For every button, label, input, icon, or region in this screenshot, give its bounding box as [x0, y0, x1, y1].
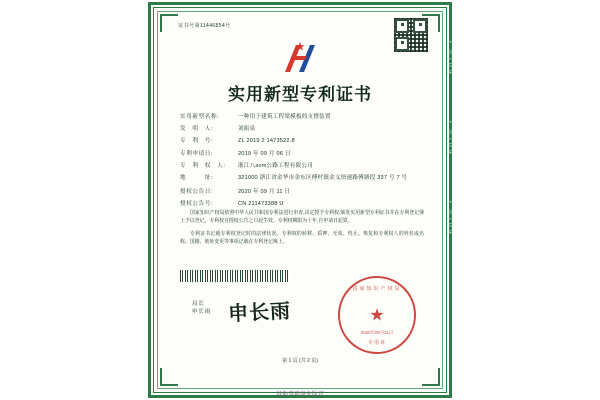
field-label: 地 址:: [180, 175, 214, 182]
watermark-text: CNIPA: [445, 200, 455, 237]
signature-name: 申长雨: [192, 309, 212, 316]
field-value: 2020 年 09 月 11 日: [238, 188, 291, 195]
field-value: 2019 年 09 月 06 日: [238, 151, 291, 158]
field-value: 321000 浙江省金华市金东区傅村镇金义快速路傅塘段 337 号 7 号: [238, 175, 408, 182]
legal-paragraph: 专利证书记载专利权登记时的法律状况。专利权的转移、质押、无效、终止、恢复和专利权人的姓名或名称、国籍、地址变更等事项记载在专利登记簿上。: [180, 231, 424, 245]
seal-text-top: 国家知识产权局: [352, 286, 402, 292]
field-value: 一种用于建筑工程梁模板的支撑装置: [238, 114, 331, 120]
field-row-address: [180, 174, 424, 183]
cnipa-emblem-icon: [277, 42, 323, 74]
field-label: 授权公告日:: [180, 188, 214, 195]
legal-paragraph: 国家知识产权局依照中华人民共和国专利法进行审查,决定授予专利权,颁发实用新型专利证书并在专利登记簿上予以登记。专利权自授权公告之日起生效。专利权期限为十年,自申请日起算。: [180, 211, 424, 224]
field-label: 专 利 号:: [180, 137, 214, 144]
certificate-fields: [180, 113, 424, 211]
page-title: 实用新型专利证书: [228, 85, 372, 105]
seal-text-bottom: 专用章: [367, 340, 386, 346]
signature-title: 局长: [192, 301, 205, 307]
watermark-text: CNIPA: [445, 40, 455, 77]
field-label: 实用新型名称:: [180, 114, 220, 120]
field-label: 专 利 权 人:: [180, 163, 226, 170]
certificate-content: [166, 18, 434, 382]
field-label: 授权公告号:: [180, 200, 214, 207]
qr-eye-top-left: [395, 19, 409, 33]
barcode: [180, 270, 290, 282]
field-row-utility-model-name: [180, 113, 424, 122]
field-row-grant-publication-number: [180, 200, 424, 209]
field-row-inventor: [180, 125, 424, 134]
field-row-application-date: [180, 150, 424, 159]
bottom-caption: 基地事项条免版官: [275, 392, 324, 398]
official-seal: [338, 276, 416, 354]
qr-eye-bottom-left: [395, 37, 409, 51]
signature-block: [192, 300, 211, 317]
field-row-patentee: [180, 162, 424, 171]
qr-eye-top-right: [413, 19, 427, 33]
field-value: CN 211473388 U: [238, 200, 284, 207]
page-indicator: 第 1 页 (共 2 页): [282, 358, 318, 364]
field-value: 刘振泉: [238, 125, 256, 132]
certificate-sheet: [148, 2, 455, 398]
field-value: 浙江八som公路工程有限公司: [238, 163, 313, 170]
seal-date: 2020年09月11日: [360, 330, 394, 335]
field-label: 专利申请日:: [180, 151, 214, 158]
field-label: 发 明 人:: [180, 125, 214, 132]
certificate-number: 证书号第11446854号: [178, 23, 231, 29]
watermark-text: CNIPA: [445, 120, 455, 157]
field-value: ZL 2019 2 1473522.8: [238, 137, 295, 144]
field-row-grant-date: [180, 188, 424, 197]
handwritten-signature: 申长雨: [227, 298, 292, 326]
seal-star-icon: ★: [369, 305, 385, 325]
field-row-patent-number: [180, 137, 424, 146]
legal-text: [180, 210, 424, 252]
qr-code-icon: [394, 18, 428, 52]
